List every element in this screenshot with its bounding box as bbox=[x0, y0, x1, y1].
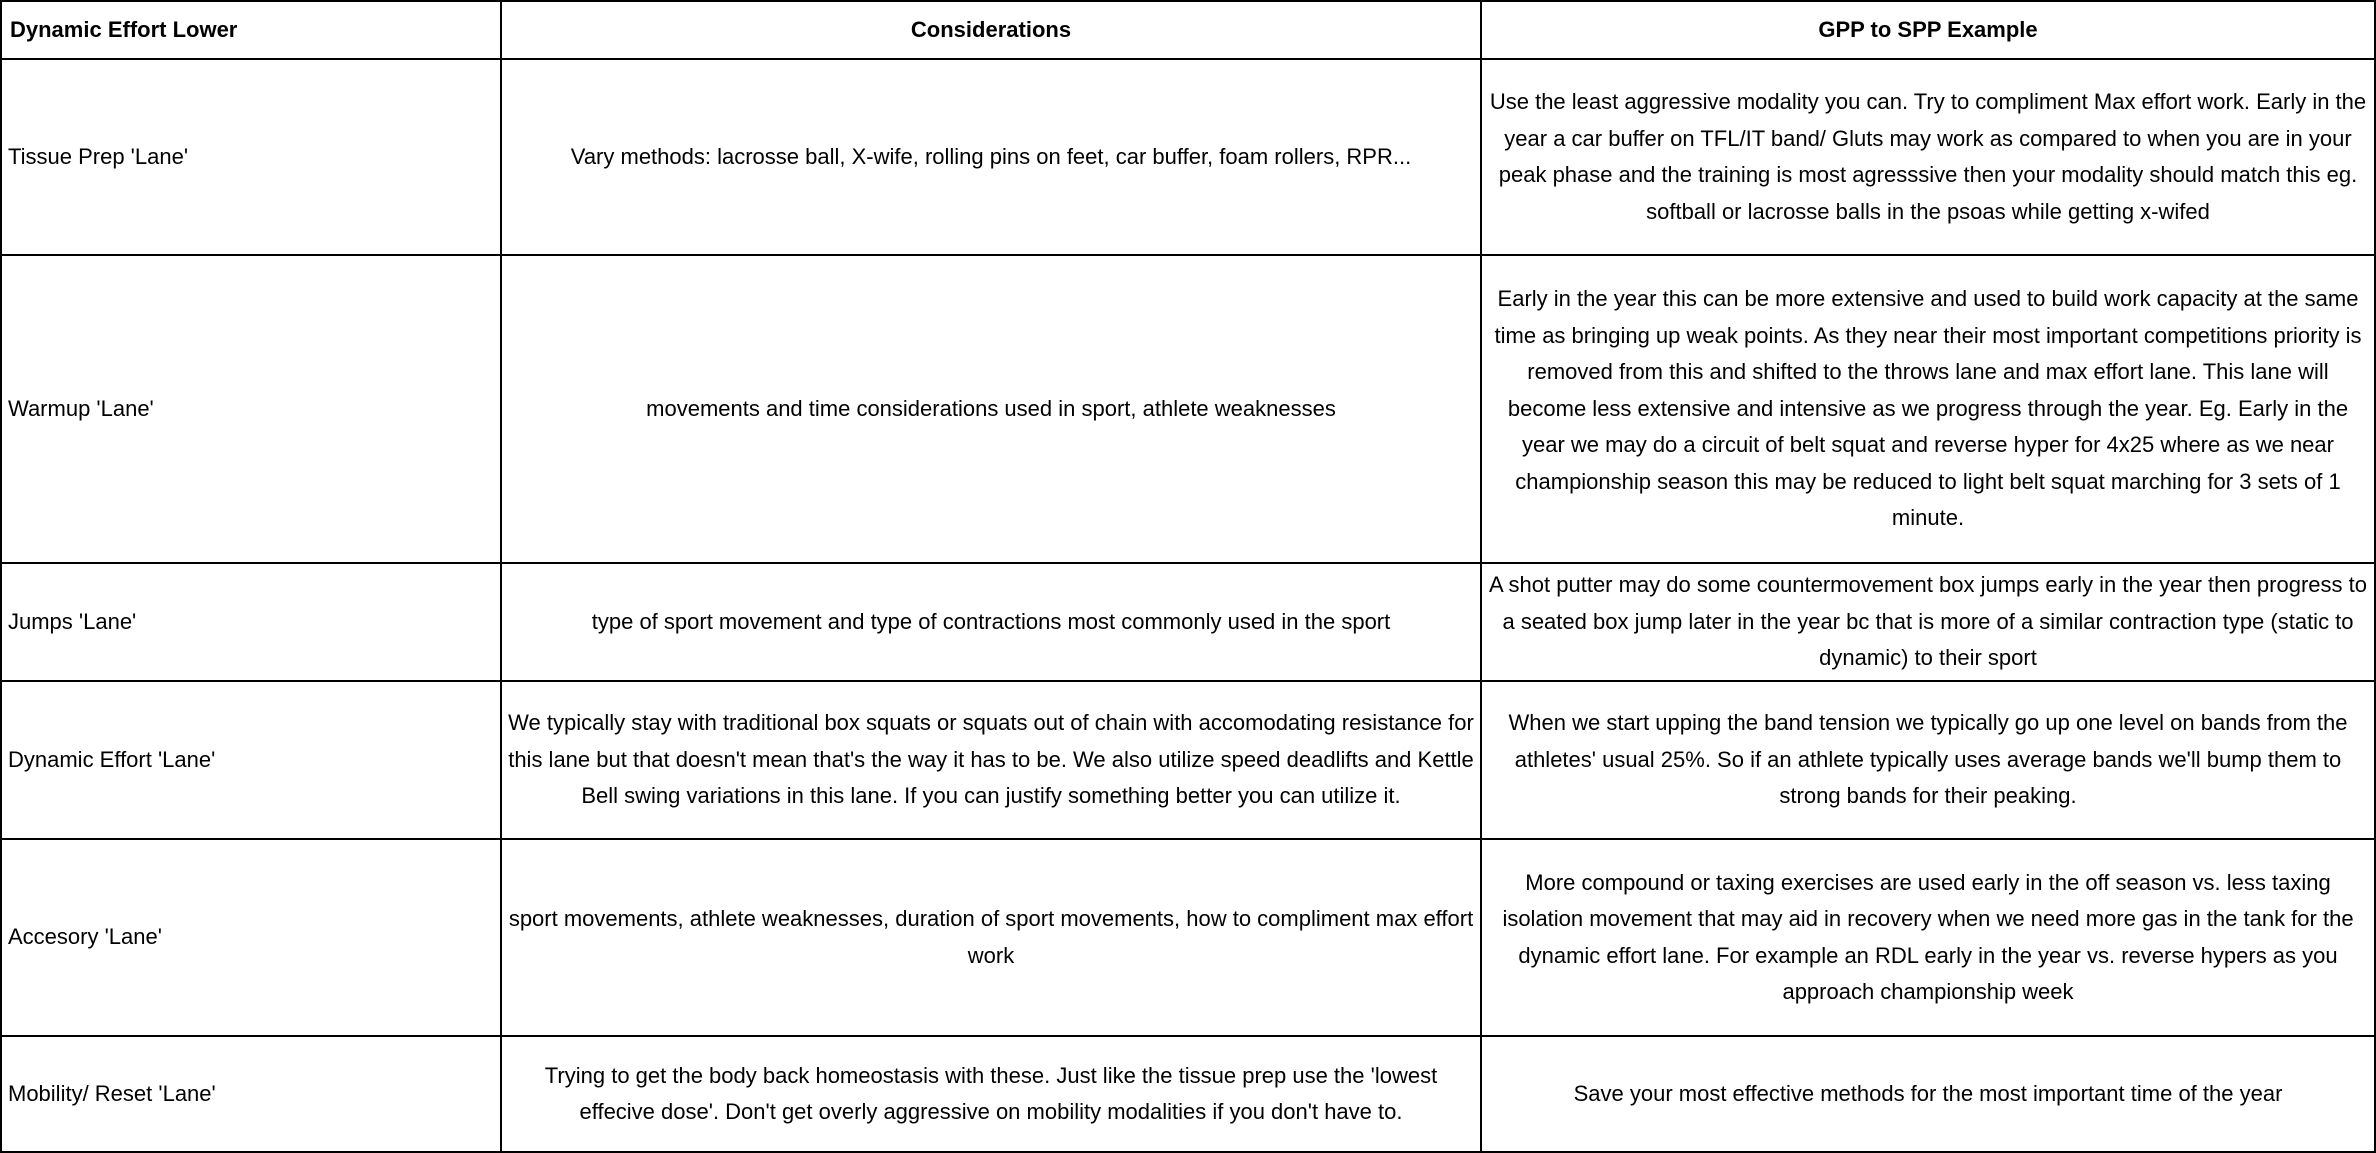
table-row bbox=[1, 839, 2375, 1036]
sheet-title[interactable]: Dynamic Effort Lower bbox=[1, 1, 501, 59]
example-cell[interactable]: When we start upping the band tension we typically go up one level on bands from the athletes' usual 25%. So if an athlete typically uses average bands we'll bump them to strong bands for their peaking. bbox=[1481, 681, 2375, 839]
table-row bbox=[1, 563, 2375, 681]
example-cell[interactable]: Use the least aggressive modality you can. Try to compliment Max effort work. Early in the year a car buffer on TFL/IT band/ Gluts may work as compared to when you are in your peak phase and the training is most agresssive then your modality should match this eg. softball or lacrosse balls in the psoas while getting x-wifed bbox=[1481, 59, 2375, 255]
table-row bbox=[1, 59, 2375, 255]
considerations-cell[interactable]: We typically stay with traditional box squats or squats out of chain with accomodating resistance for this lane but that doesn't mean that's the way it has to be. We also utilize speed deadlifts and Kettle Bell swing variations in this lane. If you can justify something better you can utilize it. bbox=[501, 681, 1481, 839]
table-row bbox=[1, 681, 2375, 839]
lane-name-cell[interactable]: Mobility/ Reset 'Lane' bbox=[1, 1036, 501, 1152]
considerations-cell[interactable]: Vary methods: lacrosse ball, X-wife, rolling pins on feet, car buffer, foam rollers, RPR... bbox=[501, 59, 1481, 255]
table-row bbox=[1, 255, 2375, 563]
lane-name-cell[interactable]: Dynamic Effort 'Lane' bbox=[1, 681, 501, 839]
lane-name-cell[interactable]: Accesory 'Lane' bbox=[1, 839, 501, 1036]
table-row bbox=[1, 1036, 2375, 1152]
example-cell[interactable]: More compound or taxing exercises are used early in the off season vs. less taxing isolation movement that may aid in recovery when we need more gas in the tank for the dynamic effort lane. For example an RDL early in the year vs. reverse hypers as you approach championship week bbox=[1481, 839, 2375, 1036]
lane-name-cell[interactable]: Warmup 'Lane' bbox=[1, 255, 501, 563]
column-header-considerations[interactable]: Considerations bbox=[501, 1, 1481, 59]
example-cell[interactable]: Save your most effective methods for the most important time of the year bbox=[1481, 1036, 2375, 1152]
lane-name-cell[interactable]: Jumps 'Lane' bbox=[1, 563, 501, 681]
considerations-cell[interactable]: movements and time considerations used in sport, athlete weaknesses bbox=[501, 255, 1481, 563]
considerations-cell[interactable]: sport movements, athlete weaknesses, duration of sport movements, how to compliment max effort work bbox=[501, 839, 1481, 1036]
considerations-cell[interactable]: Trying to get the body back homeostasis with these. Just like the tissue prep use the 'lowest effecive dose'. Don't get overly aggressive on mobility modalities if you don't have to. bbox=[501, 1036, 1481, 1152]
column-header-gpp-to-spp[interactable]: GPP to SPP Example bbox=[1481, 1, 2375, 59]
example-cell[interactable]: Early in the year this can be more extensive and used to build work capacity at the same time as bringing up weak points. As they near their most important competitions priority is removed from this and shifted to the throws lane and max effort lane. This lane will become less extensive and intensive as we progress through the year. Eg. Early in the year we may do a circuit of belt squat and reverse hyper for 4x25 where as we near championship season this may be reduced to light belt squat marching for 3 sets of 1 minute. bbox=[1481, 255, 2375, 563]
lane-name-cell[interactable]: Tissue Prep 'Lane' bbox=[1, 59, 501, 255]
example-cell[interactable]: A shot putter may do some countermovement box jumps early in the year then progress to a seated box jump later in the year bc that is more of a similar contraction type (static to dynamic) to their sport bbox=[1481, 563, 2375, 681]
header-row bbox=[1, 1, 2375, 59]
considerations-cell[interactable]: type of sport movement and type of contractions most commonly used in the sport bbox=[501, 563, 1481, 681]
